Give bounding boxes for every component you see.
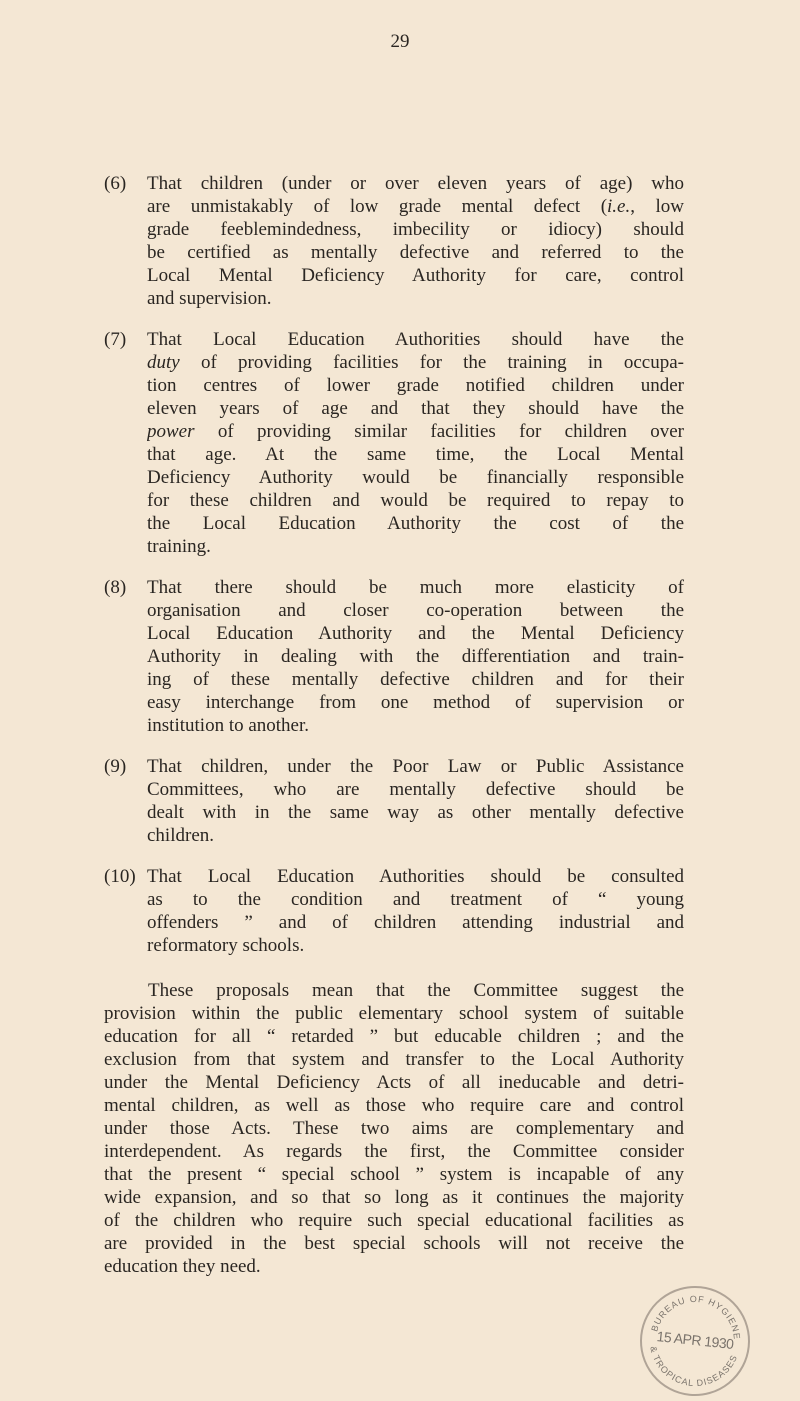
text-line: power of providing similar facilities for children over <box>147 421 684 442</box>
svg-text:BUREAU OF HYGIENE: BUREAU OF HYGIENE <box>649 1293 743 1341</box>
text-line: interdependent. As regards the first, the Committee consider <box>104 1141 684 1162</box>
text-line: duty of providing facilities for the training in occupa- <box>147 352 684 373</box>
text-line: eleven years of age and that they should have the <box>147 398 684 419</box>
item-number: (6) <box>104 173 127 194</box>
text-line: and supervision. <box>147 288 272 309</box>
text-line: institution to another. <box>147 715 310 736</box>
library-stamp <box>635 1281 756 1401</box>
text-line: education for all “ retarded ” but educable children ; and the <box>104 1026 684 1047</box>
text-line: That children, under the Poor Law or Public Assistance <box>147 756 684 777</box>
text-line: easy interchange from one method of supervision or <box>147 692 684 713</box>
recommendation-item <box>104 755 684 847</box>
text-line: education they need. <box>104 1256 261 1277</box>
text-line: are provided in the best special schools will not receive the <box>104 1233 684 1254</box>
text-line: be certified as mentally defective and referred to the <box>147 242 684 263</box>
text-line: that age. At the same time, the Local Mental <box>147 444 684 465</box>
text-line: These proposals mean that the Committee suggest the <box>148 980 684 1001</box>
text-line: are unmistakably of low grade mental defect (i.e., low <box>147 196 684 217</box>
text-line: training. <box>147 536 211 557</box>
recommendation-item <box>104 172 684 310</box>
text-line: That Local Education Authorities should be consulted <box>147 866 684 887</box>
recommendation-item <box>104 576 684 737</box>
stamp-date: 15 APR 1930 <box>655 1328 735 1352</box>
text-line: Local Education Authority and the Mental Deficiency <box>147 623 684 644</box>
text-line: under the Mental Deficiency Acts of all ineducable and detri- <box>104 1072 684 1093</box>
item-number: (10) <box>104 866 136 887</box>
text-line: offenders ” and of children attending industrial and <box>147 912 684 933</box>
text-line: tion centres of lower grade notified children under <box>147 375 684 396</box>
text-line: reformatory schools. <box>147 935 305 956</box>
text-line: children. <box>147 825 215 846</box>
text-line: ing of these mentally defective children and for their <box>147 669 684 690</box>
text-line: Authority in dealing with the differentiation and train- <box>147 646 684 667</box>
item-number: (8) <box>104 577 127 598</box>
text-line: of the children who require such special educational facilities as <box>104 1210 684 1231</box>
text-line: for these children and would be required to repay to <box>147 490 684 511</box>
text-line: Local Mental Deficiency Authority for care, control <box>147 265 684 286</box>
svg-text:& TROPICAL DISEASES: & TROPICAL DISEASES <box>648 1345 740 1389</box>
text-line: as to the condition and treatment of “ young <box>147 889 684 910</box>
recommendation-item <box>104 328 684 558</box>
item-number: (7) <box>104 329 127 350</box>
text-line: provision within the public elementary school system of suitable <box>104 1003 684 1024</box>
text-line: the Local Education Authority the cost of the <box>147 513 684 534</box>
page-number: 29 <box>390 31 410 52</box>
summary-paragraph <box>104 979 684 1278</box>
text-line: That there should be much more elasticity of <box>147 577 684 598</box>
item-number: (9) <box>104 756 127 777</box>
recommendation-item <box>104 865 684 957</box>
text-line: Committees, who are mentally defective should be <box>147 779 684 800</box>
page-body <box>104 172 684 1296</box>
text-line: that the present “ special school ” system is incapable of any <box>104 1164 684 1185</box>
text-line: That children (under or over eleven years of age) who <box>147 173 684 194</box>
text-line: That Local Education Authorities should have the <box>147 329 684 350</box>
text-line: organisation and closer co-operation between the <box>147 600 684 621</box>
text-line: under those Acts. These two aims are complementary and <box>104 1118 684 1139</box>
text-line: grade feeblemindedness, imbecility or idiocy) should <box>147 219 684 240</box>
text-line: wide expansion, and so that so long as it continues the majority <box>104 1187 684 1208</box>
text-line: Deficiency Authority would be financially responsible <box>147 467 684 488</box>
text-line: mental children, as well as those who require care and control <box>104 1095 684 1116</box>
text-line: dealt with in the same way as other mentally defective <box>147 802 684 823</box>
text-line: exclusion from that system and transfer to the Local Authority <box>104 1049 684 1070</box>
